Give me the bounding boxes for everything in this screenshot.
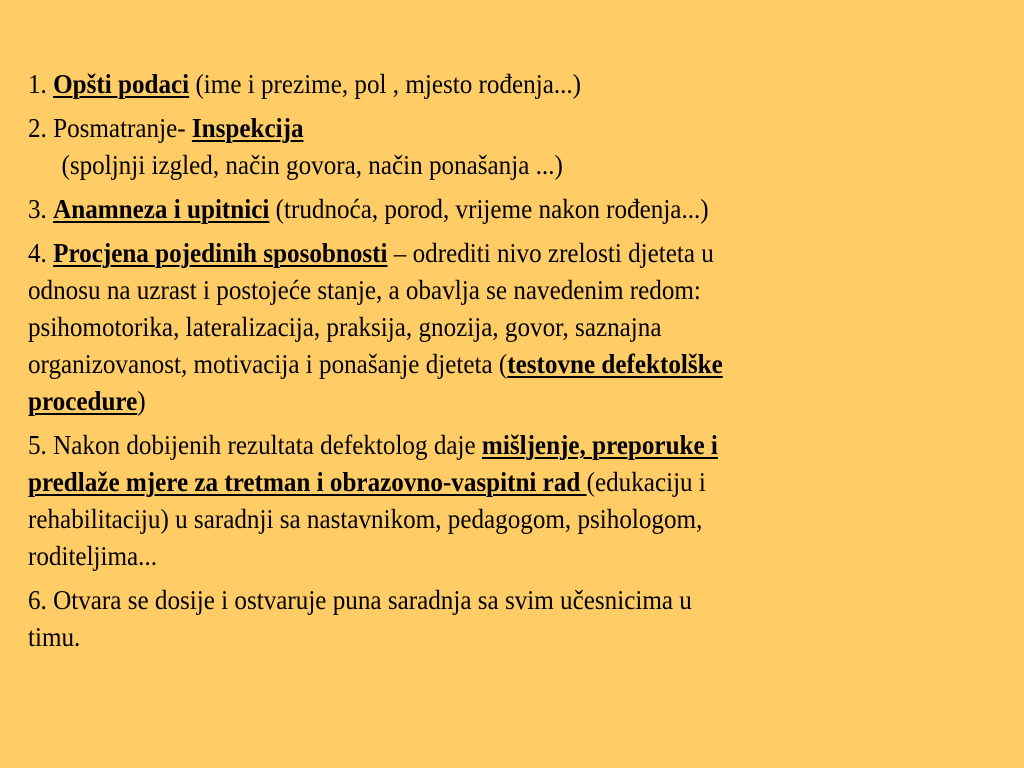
text-line [28,383,921,420]
text-line [28,464,921,501]
text-line [28,191,921,228]
text-segment: roditeljima... [28,541,158,571]
list-item-3 [28,191,988,228]
emphasized-term: predlaže mjere za tretman i obrazovno-vaspitni rad [28,467,587,497]
text-segment: 1. [28,69,54,99]
emphasized-term: Opšti podaci [53,69,190,99]
list-item-2 [28,110,988,184]
text-segment: 5. Nakon dobijenih rezultata defektolog daje [28,430,482,460]
text-segment: odnosu na uzrast i postojeće stanje, a obavlja se navedenim redom: [28,275,701,305]
text-segment: 2. Posmatranje- [28,113,192,143]
text-segment: (spoljnji izgled, način govora, način ponašanja ...) [61,150,563,180]
text-segment: – odrediti nivo zrelosti djeteta u [387,238,714,268]
list-item-6 [28,582,988,656]
text-line [28,147,921,184]
text-segment: organizovanost, motivacija i ponašanje djeteta ( [28,349,508,379]
text-line [28,501,921,538]
text-line [28,235,921,272]
text-segment: 3. [28,194,54,224]
text-line [28,538,921,575]
emphasized-term: Procjena pojedinih sposobnosti [53,238,388,268]
list-item-4 [28,235,988,420]
text-segment: ) [137,386,146,416]
text-segment: (trudnoća, porod, vrijeme nakon rođenja...) [269,194,709,224]
text-line [28,427,921,464]
text-line [28,619,921,656]
text-line [28,309,921,346]
emphasized-term: Inspekcija [191,113,304,143]
text-segment: (edukaciju i [586,467,706,497]
text-segment: 6. Otvara se dosije i ostvaruje puna saradnja sa svim učesnicima u [28,585,692,615]
emphasized-term: procedure [28,386,138,416]
text-line [28,272,921,309]
text-segment: rehabilitaciju) u saradnji sa nastavnikom, pedagogom, psihologom, [28,504,703,534]
slide-content [28,66,988,663]
list-item-1 [28,66,988,103]
text-segment: timu. [28,622,81,652]
emphasized-term: Anamneza i upitnici [53,194,270,224]
list-item-5 [28,427,988,575]
text-line [28,66,921,103]
emphasized-term: mišljenje, preporuke i [481,430,718,460]
text-line [28,582,921,619]
text-line [28,110,921,147]
text-line [28,346,921,383]
emphasized-term: testovne defektolške [507,349,723,379]
text-segment: psihomotorika, lateralizacija, praksija, gnozija, govor, saznajna [28,312,662,342]
text-segment: 4. [28,238,54,268]
text-segment: (ime i prezime, pol , mjesto rođenja...) [189,69,582,99]
